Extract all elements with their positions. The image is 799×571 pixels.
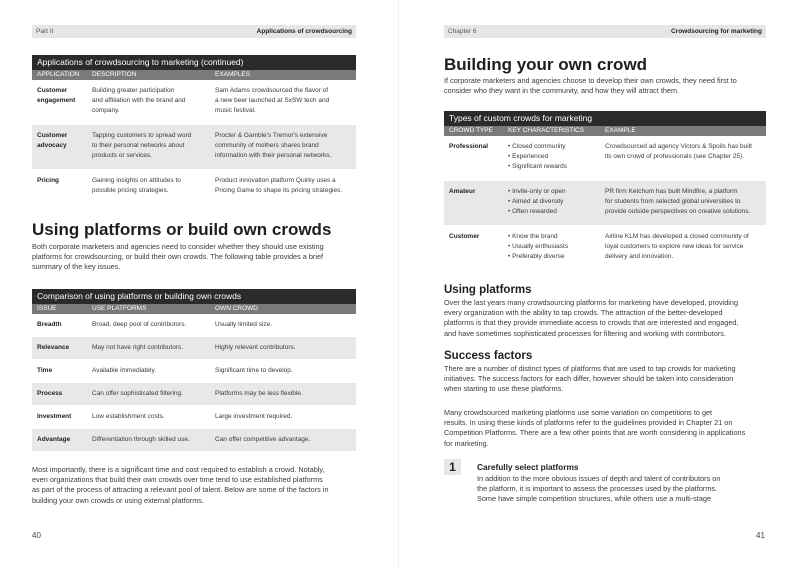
row-own: Significant time to develop. <box>215 367 293 374</box>
col-key-characteristics: KEY CHARACTERISTICS <box>508 127 585 134</box>
intro-paragraph: Both corporate marketers and agencies need to consider whether they should use existing platforms for crowdsourcing, or build their own crowds. The following table provides a brief summary of the key issues. <box>32 242 324 272</box>
row-issue: Process <box>37 390 63 397</box>
col-crowd-type: CROWD TYPE <box>449 127 493 134</box>
running-head <box>444 25 766 38</box>
applications-table <box>32 55 356 206</box>
row-platforms: Low establishment costs. <box>92 413 165 420</box>
left-page <box>0 0 399 571</box>
row-platforms: Can offer sophisticated filtering. <box>92 390 183 397</box>
row-description: Tapping customers to spread word to their personal networks about products or services. <box>92 132 192 159</box>
success-paragraph: There are a number of distinct types of platforms that are used to tap crowds for marketing initiatives. The success factors for each differ, however should be taken into consideration when starting to use these platforms. <box>444 364 736 394</box>
row-platforms: Broad, deep pool of contributors. <box>92 321 187 328</box>
col-application: APPLICATION <box>37 71 80 78</box>
row-issue: Breadth <box>37 321 62 328</box>
closing-paragraph: Most importantly, there is a significant time and cost required to establish a crowd. Notably, even organizations that build their own crowds over time tend to use established platforms as part of the process of attracting a relevant pool of talent. Below are some of the factors in building your own crowds or using external platforms. <box>32 465 329 505</box>
row-own: Large investment required. <box>215 413 293 420</box>
row-platforms: Differentiation through skilled use. <box>92 436 190 443</box>
table-row <box>444 226 766 271</box>
custom-crowds-table <box>444 111 766 271</box>
table-header <box>32 70 356 80</box>
col-examples: EXAMPLES <box>215 71 251 78</box>
col-use-platforms: USE PLATFORMS <box>92 305 147 312</box>
running-head <box>32 25 356 38</box>
table-row <box>32 170 356 206</box>
row-issue: Advantage <box>37 436 71 443</box>
row-example: Airline KLM has developed a closed community of loyal customers to explore new ideas for service delivery and innovation. <box>605 233 749 260</box>
row-own: Platforms may be less flexible. <box>215 390 303 397</box>
row-characteristics: • Closed community • Experienced • Significant rewards <box>508 142 567 172</box>
row-issue: Time <box>37 367 53 374</box>
table-row <box>444 181 766 226</box>
row-example: Sam Adams crowdsourced the flavor of a new beer launched at SxSW tech and music festival. <box>215 87 330 114</box>
intro-paragraph: If corporate marketers and agencies choose to develop their own crowds, they need first to consider who they want in the community, and how they will attract them. <box>444 76 737 96</box>
competitions-paragraph: Many crowdsourced marketing platforms use some variation on competitions to get results. In using these kinds of platforms refer to the guidelines provided in Chapter 21 on Competition Platforms. There are a few other points that are worth considering in applications for marketing. <box>444 408 746 448</box>
platforms-paragraph: Over the last years many crowdsourcing platforms for marketing have developed, providing every organization with the ability to tap crowds. The attraction of the better-developed platforms is that they provide immediate access to crowds that are interested and engaged, and have sometimes sophisticated processes for filtering and working with contributors. <box>444 298 739 338</box>
table-row <box>32 314 356 337</box>
row-example: PR firm Ketchum has built Mindfire, a platform for students from selected global universities to provide outside perspectives on creative solutions. <box>605 188 751 215</box>
table-row <box>444 136 766 181</box>
row-issue: Relevance <box>37 344 70 351</box>
step-number-badge: 1 <box>444 459 461 475</box>
table-row <box>32 360 356 383</box>
row-label: Customer advocacy <box>37 132 68 149</box>
table-header <box>32 304 356 314</box>
table-row <box>32 383 356 406</box>
row-label: Pricing <box>37 177 60 184</box>
running-head-chapter: Chapter 6 <box>448 28 477 35</box>
subsection-heading: Success factors <box>444 350 533 362</box>
row-own: Usually limited size. <box>215 321 273 328</box>
table-header <box>444 126 766 136</box>
table-title: Types of custom crowds for marketing <box>444 111 766 126</box>
table-row <box>32 406 356 429</box>
row-crowd-type: Professional <box>449 143 489 150</box>
table-title: Applications of crowdsourcing to marketing (continued) <box>32 55 356 70</box>
page-number: 41 <box>756 531 765 540</box>
row-description: Building greater participation and affiliation with the brand and company. <box>92 87 186 114</box>
col-issue: ISSUE <box>37 305 57 312</box>
row-characteristics: • Know the brand • Usually enthusiasts • Preferably diverse <box>508 232 568 262</box>
step-title: Carefully select platforms <box>477 462 579 472</box>
row-characteristics: • Invite-only or open • Aimed at diversity • Often rewarded <box>508 187 566 217</box>
row-crowd-type: Customer <box>449 233 480 240</box>
comparison-table <box>32 289 356 452</box>
right-page <box>400 0 799 571</box>
row-description: Gaining insights on attitudes to possible pricing strategies. <box>92 177 181 194</box>
subsection-heading: Using platforms <box>444 284 532 296</box>
col-own-crowd: OWN CROWD <box>215 305 258 312</box>
col-example: EXAMPLE <box>605 127 636 134</box>
running-head-title: Crowdsourcing for marketing <box>670 28 762 35</box>
row-own: Highly relevant contributors. <box>215 344 296 351</box>
table-row <box>32 429 356 452</box>
table-title: Comparison of using platforms or building own crowds <box>32 289 356 304</box>
col-description: DESCRIPTION <box>92 71 137 78</box>
page-number: 40 <box>32 531 41 540</box>
row-platforms: May not have right contributors. <box>92 344 184 351</box>
row-issue: Investment <box>37 413 72 420</box>
table-row <box>32 125 356 170</box>
row-example: Product innovation platform Quirky uses a Pricing Game to shape its pricing strategies. <box>215 177 343 194</box>
section-heading: Building your own crowd <box>444 55 648 74</box>
row-platforms: Available immediately. <box>92 367 157 374</box>
row-crowd-type: Amateur <box>449 188 476 195</box>
running-head-title: Applications of crowdsourcing <box>256 28 352 35</box>
step-body: In addition to the more obvious issues of depth and talent of contributors on the platform, it is important to assess the processes used by the platforms. Some have simple competition structures, while others use a multi-stage <box>477 474 721 504</box>
row-label: Customer engagement <box>37 87 76 104</box>
row-own: Can offer competitive advantage. <box>215 436 311 443</box>
row-example: Procter & Gamble's Tremor's extensive community of mothers shares brand information with their personal networks. <box>215 132 332 159</box>
table-row <box>32 80 356 125</box>
table-row <box>32 337 356 360</box>
row-example: Crowdsourced ad agency Victors & Spoils has built its own crowd of professionals (see Chapter 25). <box>605 143 752 160</box>
running-head-part: Part II <box>36 28 54 35</box>
section-heading: Using platforms or build own crowds <box>32 220 332 239</box>
